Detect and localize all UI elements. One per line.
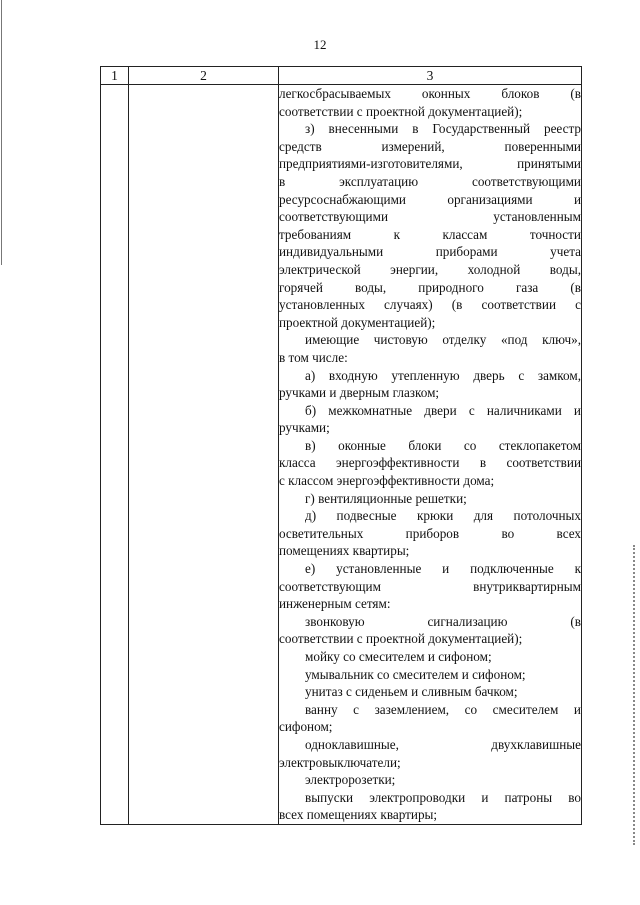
cell-column-2: [129, 85, 279, 825]
table-row: [101, 85, 582, 825]
requirements-text: [279, 85, 581, 824]
text-line: мойку со смесителем и сифоном;: [305, 649, 492, 664]
text-line: класса энергоэффективности в соответствии: [279, 455, 581, 471]
text-line: в эксплуатацию соответствующими: [279, 173, 581, 189]
text-line: соответствующими установленным: [279, 209, 581, 225]
text-line: д) подвесные крюки для потолочных: [305, 508, 581, 524]
text-line: б) межкомнатные двери с наличниками и: [305, 402, 581, 418]
text-line: ресурсоснабжающими организациями и: [279, 191, 581, 207]
page-number: 12: [313, 37, 327, 52]
text-line: инженерным сетям:: [279, 596, 391, 612]
text-line: сифоном;: [279, 719, 333, 735]
text-line: требованиям к классам точности: [279, 226, 581, 242]
text-line: ручками;: [279, 420, 330, 436]
text-line: имеющие чистовую отделку «под ключ»,: [305, 332, 581, 348]
text-line: а) входную утепленную дверь с замком,: [305, 367, 581, 383]
text-line: в том числе:: [279, 349, 348, 365]
text-line: проектной документацией);: [279, 314, 436, 330]
text-line: средств измерений, поверенными: [279, 138, 581, 154]
text-line: умывальник со смесителем и сифоном;: [305, 666, 526, 682]
text-line: соответствующим внутриквартирным: [279, 578, 581, 594]
table-header-row: [101, 67, 582, 85]
text-line: электрической энергии, холодной воды,: [279, 261, 581, 277]
text-line: с классом энергоэффективности дома;: [279, 473, 495, 489]
text-line: горячей воды, природного газа (в: [279, 279, 581, 295]
text-line: е) установленные и подключенные к: [305, 561, 581, 577]
text-line: г) вентиляционные решетки;: [305, 490, 467, 506]
text-line: предприятиями-изготовителями, принятыми: [279, 156, 581, 172]
text-line: одноклавишные, двухклавишные: [305, 736, 581, 752]
text-line: осветительных приборов во всех: [279, 525, 581, 541]
text-line: ручками и дверным глазком;: [279, 385, 440, 401]
text-line: звонковую сигнализацию (в: [305, 613, 581, 629]
column-header-2: 2: [129, 67, 279, 85]
text-line: соответствии с проектной документацией);: [279, 103, 523, 119]
text-line: помещениях квартиры;: [279, 543, 410, 559]
text-line: унитаз с сиденьем и сливным бачком;: [305, 684, 518, 700]
document-table: [100, 66, 582, 825]
text-line: ванну с заземлением, со смесителем и: [305, 701, 581, 717]
text-line: выпуски электропроводки и патроны во: [305, 789, 581, 805]
text-line: электровыключатели;: [279, 754, 401, 770]
cell-column-3: [279, 85, 582, 825]
text-line: электророзетки;: [305, 772, 396, 788]
cell-column-1: [101, 85, 129, 825]
text-line: соответствии с проектной документацией);: [279, 631, 523, 647]
text-line: легкосбрасываемых оконных блоков (в: [279, 86, 581, 101]
scan-margin-dots: [633, 545, 635, 845]
column-header-1: 1: [101, 67, 129, 85]
text-line: установленных случаях) (в соответствии с: [279, 297, 581, 313]
text-line: индивидуальными приборами учета: [279, 244, 581, 260]
column-header-3: 3: [279, 67, 582, 85]
text-line: всех помещениях квартиры;: [279, 807, 438, 823]
text-line: з) внесенными в Государственный реестр: [305, 121, 581, 137]
text-line: в) оконные блоки со стеклопакетом: [305, 437, 581, 453]
